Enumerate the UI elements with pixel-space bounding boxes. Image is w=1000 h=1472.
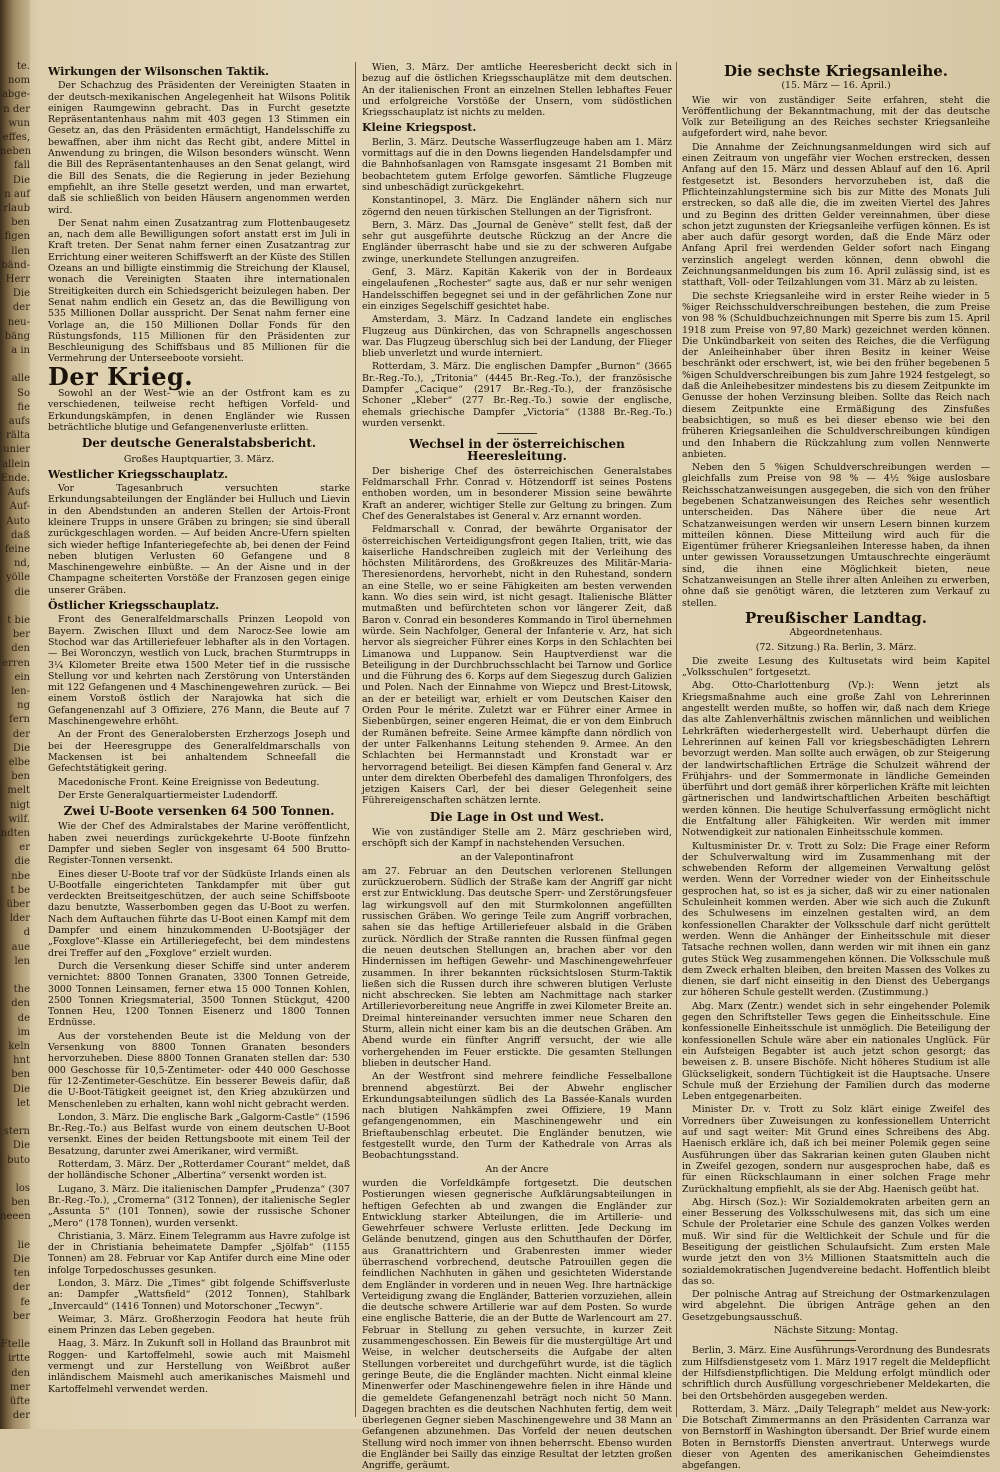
paragraph: Wie wir von zuständiger Seite erfahren, steht die Veröffentlichung der Bekanntmachung, mit der das deutsche Volk zur Beteiligung an des Reiches sechster Kriegsanleihe aufgefordert wird, nahe bevor. bbox=[682, 94, 990, 140]
paragraph: Minister Dr. v. Trott zu Solz klärt einige Zweifel des Vorredners über Zuweisungen zu konfessionellem Unterricht auf und sagt weiter: Mit Grund eines Schreibens des Abg. Haenisch erkläre ich, daß ich bei meiner Polemik gegen seine Ausführungen über das Sakrarian keinen guten Glauben nicht in Zweifel gezogen, sondern nur ausgesprochen habe, daß es für einen Rückschlaumann in einer solchen Frage mehr Zurückhaltung empfiehlt, als sie der Abg. Haenisch geübt hat. bbox=[682, 1104, 990, 1195]
paragraph: Der Erste Generalquartiermeister Ludendorff. bbox=[58, 789, 278, 801]
column-rule bbox=[355, 62, 356, 1417]
dateline: (72. Sitzung.) Ra. Berlin, 3. März. bbox=[755, 641, 917, 653]
heading-kriegspost: Kleine Kriegspost. bbox=[362, 121, 477, 135]
paragraph: Weimar, 3. März. Großherzogin Feodora hat heute früh einem Prinzen das Leben gegeben. bbox=[48, 1313, 350, 1337]
column-3 bbox=[682, 62, 990, 1472]
heading-wechsel: Wechsel in der österreichischen Heeresleitung. bbox=[409, 437, 625, 463]
paragraph: Front des Generalfeldmarschalls Prinzen Leopold von Bayern. Zwischen Illuxt und dem Narocz-See lowie am Stochod war das Artilleriefeuer lebhafter als in den Vortagen. — Bei Woronczyn, westlich von Luck, brachen Sturmtrupps in 3¼ Kilometer Breite etwa 1500 Meter tief in die russische Stellung vor und kehrten nach Zerstörung von Unterständen mit 122 Gefangenen und 4 Maschinengewehren zurück. — Bei einem Vorstoß östlich der Narajowka hat sich die Gefangenenzahl auf 3 Offiziere, 276 Mann, die Beute auf 7 Maschinengewehre erhöht. bbox=[48, 614, 350, 728]
gutter-fragments: te. nom abge- n der wun effes, neben fall Die n auf rlaub ben figen llen bänd- Herr Die der neu- bäng a in alle So fie aufs rälta unier allein Ende. Aufs Auf- Auto daß feine nd, yölle die t bie ber den erren ein len- ng fern der Die elbe ben melt nigt wilf. ndten er die nbe t be über lder d aue len the den de im keln hnt ben Die let stern Die buto los ben neeen lie Die ten der fe ber Ftelle irtte den mer üfte der bbox=[0, 61, 32, 1422]
paragraph: Feldmarschall v. Conrad, der bewährte Organisator der österreichischen Verteidigungsfront gegen Italien, tritt, wie das kaiserliche Handschreiben zugleich mit der Verleihung des höchsten Militärordens, des Großkreuzes des Militär-Maria-Theresienordens, hervorhebt, nicht in den Ruhestand, sondern an eine Stelle, wo er seine Fähigkeiten am besten verwenden kann. Wo dies sein wird, ist nicht gesagt. Italienische Blätter mutmaßten und befürchteten schon vor längerer Zeit, daß Baron v. Conrad ein besonderes Kommando in Tirol übernehmen würde. Sein Nachfolger, General der Infanterie v. Arz, hat sich hervor als siegreicher Führer eines Korps in den Schlachten bei Limanowa und Luppanow. Sein Hauptverdienst war die Beteiligung in der Durchbruchsschlacht bei Tarnow und Gorlice und die Führung des 6. Korps auf dem Siegeszug durch Galizien und Polen. Nach der Einnahme von Wiepcz und Brest-Litowsk, an der er beteiligt war, erhielt er vom Deutschen Kaiser den Orden Pour le mérite. Zuletzt war er Führer einer Armee in Siebenbürgen, seiner engeren Heimat, die er von dem Einbruch der Rumänen befreite. Seine Armee kämpfte dann nördlich von der unter Falkenhanns Leitung stehenden 9. Armee. An den Schlachten bei Hermannstadt und Kronstadt war er hervorragend beteiligt. Bei diesen Kämpfen fand General v. Arz unter dem direkten Oberbefehl des damaligen Thronfolgers, des jetzigen Kaisers Carl, der bei dieser Gelegenheit seine Führereigenschaften schätzen lernte. bbox=[362, 524, 672, 807]
paragraph: Wie der Chef des Admiralstabes der Marine veröffentlicht, haben zwei neuerdings zurückgekehrte U-Boote fünfzehn Dampfer und sieben Segler von insgesamt 64 500 Brutto-Register-Tonnen versenkt. bbox=[48, 821, 350, 867]
heading-west: Westlicher Kriegsschauplatz. bbox=[48, 467, 228, 481]
column-2 bbox=[362, 62, 672, 1472]
paragraph: Aus der vorstehenden Beute ist die Meldung von der Versenkung von 8800 Tonnen Granaten besonders hervorzuheben. Diese 8800 Tonnen Granaten stellen dar: 530 000 Geschosse für 10,5-Zentimeter- oder 440 000 Geschosse für 12-Zentimeter-Geschütze. Ein besserer Beweis dafür, daß die U-Boot-Tätigkeit geeignet ist, den Krieg abzukürzen und Menschenleben zu erhalten, kann wohl nicht gebracht werden. bbox=[48, 1030, 350, 1110]
section-title-krieg: Der Krieg. bbox=[48, 361, 194, 391]
column-1 bbox=[48, 62, 350, 1422]
paragraph: wurden die Vorfeldkämpfe fortgesetzt. Die deutschen Postierungen wiesen gegnerische Aufklärungsabteilungen in heftigen Gefechten ab und zwangen die Engländer zur Entwicklung starker Abteilungen, die im Artillerie- und Gewehrfeuer schwere Verluste erlitten. Jede Deckung im Gelände benutzend, gingen aus den Schutthaufen der Dörfer, aus Granattrichtern und Grabenresten immer wieder überraschend vorbrechend, deutsche Patrouillen gegen die feindlichen Nachhuten in gähen und gesichteten Widerstande dem Engländer in vorderen und in neuen Weg. Ihre hartnäckige Verteidigung zwang die Engländer, Batterien vorzuziehen, allein die deutsche schwere Artillerie war auf dem Posten. So wurde eine englische Batterie, die an der Butte de Warlencourt am 27. Februar in Stellung zu gehen versuchte, in kurzer Zeit zusammengeschossen. Ein Beweis für die mustergültige Art und Weise, in welcher deutscherseits die Aufgabe der alten Stellungen vorbereitet und durchgeführt wurde, ist die täglich geringe Beute, die die Engländer machten. Nicht einmal kleine Minenwerfer oder Maschinengewehre fielen in ihre Hände und die gemeldete Gefangenenzahl beträgt noch nicht 50 Mann. Dagegen brachten es die deutschen Nachhuten fertig, dem weit überlegenen Gegner sieben Maschinengewehre und 38 Mann an Gefangenen abzunehmen. Das Vorfeld der neuen deutschen Stellung wird noch immer von ihnen beherrscht. Ebenso wurden die Engländer bei Sailly das einzige Resultat der letzten großen Angriffe, geräumt. bbox=[362, 1177, 672, 1472]
paragraph: An der Front des Generalobersten Erzherzogs Joseph und bei der Heeresgruppe des Generalfeldmarschalls von Mackensen ist bei anhaltendem Schneefall die Gefechtstätigkeit gering. bbox=[48, 729, 350, 775]
heading-ost: Östlicher Kriegsschauplatz. bbox=[48, 599, 220, 613]
paragraph: Eines dieser U-Boote traf vor der Südküste Irlands einen als U-Bootfalle eingerichteten Tankdampfer mit über gut verdeckten Breitseitgeschützen, der auch seine Schiffsboote dazu benutzte, Wasserbomben gegen das U-Boot zu werfen. Nach dem Auftauchen führte das U-Boot einen Kampf mit dem Dampfer und einem hinzukommenden U-Bootsjäger der „Foxglove“-Klasse ein Artilleriegefecht, bei dem mindestens drei Treffer auf den „Foxglove“ erzielt wurden. bbox=[48, 868, 350, 959]
paragraph: Sowohl an der West- wie an der Ostfront kam es zu verschiedenen, teilweise recht heftigen Vorfeld- und Erkundungskämpfen, in denen Engländer wie Russen beträchtliche blutige und Gefangenenverluste erlitten. bbox=[48, 388, 350, 433]
paragraph: Berlin, 3. März. Deutsche Wasserflugzeuge haben am 1. März vormittags auf die in den Downs liegenden Handelsdampfer und die Bahnhofsanlagen von Ramsgate insgesamt 21 Bomben mit beobachtetem gutem Erfolge geworfen. Sämtliche Flugzeuge sind unbeschädigt zurückgekehrt. bbox=[362, 136, 672, 193]
paragraph: Vor Tagesanbruch versuchten starke Erkundungsabteilungen der Engländer bei Hulluch und Lievin in den Abendstunden an anderen Stellen der Artois-Front kleinere Trupps in unsere Gräben zu bringen; sie sind überall zurückgeschlagen worden. — Auf beiden Ancre-Ufern spielten sich wieder heftige Infanteriegefechte ab, bei denen der Feind neben blutigen Verlusten 60 Gefangene und 8 Maschinengewehre einbüßte. — An der Aisne und in der Champagne scheiterten Vorstöße der Franzosen gegen einige unserer Gräben. bbox=[48, 483, 350, 596]
heading-wilson: Wirkungen der Wilsonschen Taktik. bbox=[48, 65, 269, 78]
paragraph: Rotterdam, 3. März. Die englischen Dampfer „Burnon“ (3665 Br.-Reg.-To.), „Tritonia“ (4445 Br.-Reg.-To.), der französische Dampfer „Cacique“ (2917 Br.-Reg.-To.), der französische Schoner „Kleber“ (277 Br.-Reg.-To.) sowie der englische, ehemals griechische Dampfer „Victoria“ (1388 Br.-Reg.-To.) wurden versenkt. bbox=[362, 361, 672, 429]
paragraph: Berlin, 3. März. Eine Ausführungs-Verordnung des Bundesrats zum Hilfsdienstgesetz vom 1. März 1917 regelt die Meldepflicht der Hilfsdienstpflichtigen. Die Meldung erfolgt mündlich oder schriftlich durch Ausfüllung vorgeschriebener Meldekarten, die bei den Ortsbehörden ausgegeben werden. bbox=[682, 1345, 990, 1402]
subheading: an der Valepontinafront bbox=[460, 851, 574, 863]
heading-lage: Die Lage in Ost und West. bbox=[429, 809, 605, 824]
dateline: (15. März — 16. April.) bbox=[781, 80, 891, 92]
paragraph: Lugano, 3. März. Die italienischen Dampfer „Prudenza“ (307 Br.-Reg.-To.), „Cromerna“ (312 Tonnen), der italienische Segler „Assunta 5“ (101 Tonnen), sowie der russische Schoner „Mero“ (178 Tonnen), wurden versenkt. bbox=[48, 1183, 350, 1229]
paragraph: Der bisherige Chef des österreichischen Generalstabes Feldmarschall Frhr. Conrad v. Hötzendorff ist seines Postens enthoben worden, um in besonderer Mission seine bewährte Kraft an anderer, wichtiger Stelle zur Geltung zu bringen. Zum Chef des Generalstabes ist General v. Arz ernannt worden. bbox=[362, 465, 672, 522]
heading-kriegsanleihe: Die sechste Kriegsanleihe. bbox=[724, 62, 948, 80]
dateline: Großes Hauptquartier, 3. März. bbox=[123, 453, 275, 465]
paragraph: Die sechste Kriegsanleihe wird in erster Reihe wieder in 5 %iger Reichsschuldverschreibungen bestehen, die zum Preise von 98 % (Schuldbuchzeichnungen mit Sperre bis zum 15. April 1918 zum Preise von 97,80 Mark) gezeichnet werden können. Die Unkündbarkeit von seiten des Reiches, die die Verfügung der Anleiheinhaber über ihren Besitz in keiner Weise beschränkt oder erschwert, ist, wie bei den früher begebenen 5 %igen Schuldverschreibungen bis zum Jahre 1924 festgelegt, so daß die Anleihebesitzer mindestens bis zu diesem Zeitpunkte im Genusse der hohen Verzinsung bleiben. Sollte das Reich nach diesem Zeitpunkte eine Ermäßigung des Zinsfußes beabsichtigen, so muß es bei dieser ebenso wie bei den früheren Kriegsanleihen die Schuldverschreibungen kündigen und den Inhabern die Rückzahlung zum vollen Nennwerte anbieten. bbox=[682, 290, 990, 460]
subheading: Abgeordnetenhaus. bbox=[789, 627, 883, 639]
paragraph: London, 3. März. Die englische Bark „Galgorm-Castle“ (1596 Br.-Reg.-To.) aus Belfast wurde von einem deutschen U-Boot versenkt. Eines der beiden Rettungsboote mit einem Teil der Besatzung, darunter zwei Amerikaner, wird vermißt. bbox=[48, 1111, 350, 1157]
paragraph: Der polnische Antrag auf Streichung der Ostmarkenzulagen wird abgelehnt. Die übrigen Anträge gehen an den Gesetzgebungsausschuß. bbox=[682, 1289, 990, 1323]
paragraph: Die zweite Lesung des Kultusetats wird beim Kapitel „Volksschulen“ fortgesetzt. bbox=[682, 655, 990, 679]
heading-landtag: Preußischer Landtag. bbox=[745, 608, 927, 627]
separator bbox=[497, 433, 537, 434]
subheading: An der Ancre bbox=[485, 1163, 549, 1175]
paragraph: Der Senat nahm einen Zusatzantrag zum Flottenbaugesetz an, nach dem alle Bewilligungen sofort anstatt erst im Juli in Kraft treten. Der Senat nahm ferner einen Zusatzantrag zur Errichtung einer weiteren Schiffswerft an der Küste des Stillen Ozeans an und billigte einstimmig die Streichung der Klausel, wonach die Vereinigten Staaten ihre internationalen Streitigkeiten durch ein Schiedsgericht beizulegen haben. Der Senat nahm endlich ein Gesetz an, das die Bewilligung von 535 Millionen Dollar ausspricht. Der Senat nahm ferner eine Vorlage an, die 150 Millionen Dollar Fonds für den Rüstungsfonds, 115 Millionen für den Präsidenten zur Beschleunigung des Schiffsbaus und 85 Millionen für die Vermehrung der Unterseeboote vorsieht. bbox=[48, 217, 350, 365]
adjacent-page-edge bbox=[0, 0, 30, 1429]
separator bbox=[816, 1340, 856, 1341]
paragraph: Christiania, 3. März. Einem Telegramm aus Havre zufolge ist der in Christiania beheimatete Dampfer „Sjölfab“ (1155 Tonnen) am 28. Februar vor Kap Antifer durch eine Mine oder infolge Torpedoschusses gesunken. bbox=[48, 1230, 350, 1276]
paragraph: An der Westfront sind mehrere feindliche Fesselballone brennend abgestürzt. Bei der Abwehr englischer Erkundungsabteilungen südlich des La Bassée-Kanals wurden nach blutigen Nahkämpfen zwei Offiziere, 19 Mann gefangengenommen, ein Maschinengewehr und ein Brieftaubenschlag erbeutet. Die Engländer benutzen, wie festgestellt wurde, den Turm der Kathedrale von Arras als Beobachtungsstand. bbox=[362, 1071, 672, 1162]
paragraph: Neben den 5 %igen Schuldverschreibungen werden — gleichfalls zum Preise von 98 % — 4½ %ige auslosbare Reichsschatzanweisungen ausgegeben, die sich von den früher begebenen Schatzanweisungen des Reiches sehr wesentlich unterscheiden. Das Nähere über die neue Art Schatzanweisungen werden wir unsern Lesern binnen kurzem mitteilen können. Diese Mitteilung wird auch für die Eigentümer früherer Kriegsanleihen Interesse haben, da ihnen unter gewissen Voraussetzungen Umtauschrechte eingeräumt sind, die ihnen eine Möglichkeit bieten, neue Schatzanweisungen an Stelle ihrer alten Anleihen zu erwerben, ohne daß sie genötigt wären, die letzteren zum Verkauf zu stellen. bbox=[682, 462, 990, 609]
paragraph: Konstantinopel, 3. März. Die Engländer nähern sich nur zögernd den neuen türkischen Stellungen an der Tigrisfront. bbox=[362, 195, 672, 218]
paragraph: Wien, 3. März. Der amtliche Heeresbericht deckt sich in bezug auf die östlichen Kriegsschauplätze mit dem deutschen. An der italienischen Front an einzelnen Stellen lebhaftes Feuer und erfolgreiche Vorstöße der Unsern, vom südöstlichen Kriegsschauplatz ist nichts zu melden. bbox=[362, 62, 672, 119]
paragraph: Durch die Versenkung dieser Schiffe sind unter anderem vernichtet: 8800 Tonnen Granaten, 3300 Tonnen Getreide, 3000 Tonnen Leinsamen, ferner etwa 15 000 Tonnen Kohlen, 2500 Tonnen Kriegsmaterial, 3500 Tonnen Stückgut, 4200 Tonnen Heu, 1200 Tonnen Eisenerz und 1800 Tonnen Erdnüsse. bbox=[48, 960, 350, 1029]
column-rule bbox=[676, 62, 677, 1417]
paragraph: Abg. Otto-Charlottenburg (Vp.): Wenn jetzt als Kriegsmaßnahme auch eine große Zahl von Lehrerinnen angestellt werden mußte, so hoffen wir, daß nach dem Kriege das alte Zahlenverhältnis zwischen männlichen und weiblichen Lehrkräften wiederhergestellt wird. Ueberhaupt dürfen die Lehrerinnen auf keinen Fall vor kriegsbeschädigten Lehrern bevorzugt werden. Man sollte auch erwägen, ob zur Steigerung der landwirtschaftlichen Erträge die Schulzeit während der Frühjahrs- und der Sommermonate in ländliche Gemeinden überführt und dort gemäß ihrer körperlichen Kräfte mit leichten gärtnerischen und landwirtschaftlichen Arbeiten beschäftigt werden können. Die heutige Schulverfassung ermöglicht nicht die Entfaltung aller Fähigkeiten. Wir werden mit immer Notwendigkeit zur nationalen Einheitsschule kommen. bbox=[682, 680, 990, 839]
paragraph: Kultusminister Dr. v. Trott zu Solz: Die Frage einer Reform der Schulverwaltung wird im Zusammenhang mit der schwebenden Reform der allgemeinen Verwaltung gelöst werden. Wenn der Vorredner wieder von der Einheitsschule gesprochen hat, so ist es ja sicher, daß wir zu einer nationalen Schuleinheit kommen werden. Aber wie sich auch die Zukunft des Schulwesens im einzelnen gestalten wird, an dem konfessionellen Charakter der Volksschule darf nicht gerüttelt werden. Wenn die Anhänger der Einheitsschule mit dieser Tatsache rechnen wollen, dann werden wir mit ihnen ein ganz gutes Stück Weg zusammengehen können. Die Volksschule muß dem Zweck erhalten bleiben, den breiten Massen des Volkes zu dienen, sie darf nicht einseitig in den Dienst des Uebergangs zur höheren Schule gestellt werden. (Zustimmung.) bbox=[682, 840, 990, 999]
paragraph: Bern, 3. März. Das „Journal de Genève“ stellt fest, daß der sehr gut ausgeführte deutsche Rückzug an der Ancre die Engländer überrascht habe und sie zu der schweren Aufgabe zwinge, unerkundete Stellungen anzugreifen. bbox=[362, 219, 672, 265]
paragraph: Die Annahme der Zeichnungsanmeldungen wird sich auf einen Zeitraum von ungefähr vier Wochen erstrecken, dessen Anfang auf den 15. März und dessen Ablauf auf den 16. April festgesetzt ist. Besonders hervorzuheben ist, daß die Pflichteinzahlungstermine sich bis zur Mitte des Monats Juli erstrecken, so daß alle die, die im zweiten Viertel des Jahres und zu Beginn des dritten Gelder vereinnahmen, über diese schon jetzt zugunsten der Kriegsanleihe verfügen können. Es ist aber auch dafür gesorgt worden, daß die Ende März oder Anfang April frei werdenden Gelder sofort nach Eingang verzinslich angelegt werden können, denn obwohl die Zeichnungsanmeldungen bis zum 16. April zulässig sind, ist es statthaft, Voll- oder Teilzahlungen vom 31. März ab zu leisten. bbox=[682, 141, 990, 289]
paragraph: Rotterdam, 3. März. „Daily Telegraph“ meldet aus New-york: Die Botschaft Zimmermanns an den Präsidenten Carranza war von Bernstorff in Washington übersandt. Der Brief wurde einem Boten in Bernstorffs Diensten anvertraut. Unterwegs wurde dieser von Agenten des amerikanischen Geheimdienstes abgefangen. bbox=[682, 1403, 990, 1472]
paragraph: Der Schachzug des Präsidenten der Vereinigten Staaten in der deutsch-mexikanischen Angelegenheit hat Wilsons Politik einigen Raumgewinn gebracht. Das in Furcht gesetzte Repräsentantenhaus nahm mit 403 gegen 13 Stimmen ein Gesetz an, das den Präsidenten ermächtigt, Handelsschiffe zu bewaffnen, aber ihm nicht das Recht gibt, andere Mittel in Anwendung zu bringen, die Wilson besonders wünscht. Wenn die Bill des Repräsentantenhauses an den Senat gelangt, wird die Bill des Senats, die die Regierung in jeder Beziehung empfiehlt, an ihre Stelle gesetzt werden, und man erwartet, daß sie schließlich von beiden Häusern angenommen werden wird. bbox=[48, 80, 350, 216]
paragraph: Wie von zuständiger Stelle am 2. März geschrieben wird, erschöpft sich der Kampf in nachstehenden Versuchen. bbox=[362, 827, 672, 850]
heading-generalstab: Der deutsche Generalstabsbericht. bbox=[81, 436, 317, 451]
paragraph: Macedonische Front. Keine Ereignisse von Bedeutung. bbox=[58, 776, 320, 788]
paragraph: Amsterdam, 3. März. In Cadzand landete ein englisches Flugzeug aus Dünkirchen, das von Schrapnells angeschossen war. Das Flugzeug überschlug sich bei der Landung, der Flieger blieb unverletzt und wurde interniert. bbox=[362, 314, 672, 360]
next-session: Nächste Sitzung: Montag. bbox=[773, 1325, 899, 1337]
paragraph: am 27. Februar an den Deutschen verlorenen Stellungen zurückzuerobern. Südlich der Straße kam der Angriff gar nicht erst zur Entwicklung. Das deutsche Sperr- und Zerstörungsfeuer lag wirkungsvoll auf den mit Sturmkolonnen angefüllten russischen Gräben. Wo geringe Teile zum Angriff vorbrachen, sahen sie das heftige Artilleriefeuer alsbald in die Gräben zurück. Nördlich der Straße rannten die Russen fünfmal gegen die neuen deutschen Stellungen an, brachen aber vor den Hindernissen im heftigen Gewehr- und Maschinengewehrfeuer zusammen. In ihrer bekannten rücksichtslosen Sturm-Taktik ließen sich die Russen durch ihre schweren blutigen Verluste nicht abschrecken. Sie lebten am Nachmittage nach starker Artillerievorbereitung neue Angriffe in zwei Kilometer Breite an. Dreimal hintereinander versuchten immer neue Scharen den Sturm, allein nicht einer kam bis an die deutschen Gräben. Am Abend wurde ein fünfter Angriff versucht, der wie alle vorhergehenden im Feuer erstickte. Die gesamten Stellungen blieben in deutscher Hand. bbox=[362, 865, 672, 1069]
paragraph: Rotterdam, 3. März. Der „Rotterdamer Courant“ meldet, daß der holländische Schoner „Albertina“ versenkt worden ist. bbox=[48, 1159, 350, 1182]
paragraph: London, 3. März. Die „Times“ gibt folgende Schiffsverluste an: Dampfer „Wattsfield“ (2012 Tonnen), Stahlbark „Invercauld“ (1416 Tonnen) und Motorschoner „Tecwyn“. bbox=[48, 1277, 350, 1312]
paragraph: Genf, 3. März. Kapitän Kakerik von der in Bordeaux eingelaufenen „Rochester“ sagte aus, daß er nur sehr wenigen Handelsschiffen begegnet sei und in der gefährlichen Zone nur ein einziges Segelschiff gesichtet habe. bbox=[362, 267, 672, 312]
heading-uboote: Zwei U-Boote versenken 64 500 Tonnen. bbox=[63, 804, 335, 819]
paragraph: Abg. Hirsch (Soz.): Wir Sozialdemokraten arbeiten gern an einer Besserung des Volksschulwesens mit, das sich um eine Schule der Proletarier eine Schule des ganzen Volkes werden muß. Wir sind für die Weltlichkeit der Schule und für die Beseitigung der geistlichen Schulaufsicht. Zum ersten Male wurde jetzt den von 3½ Millionen Staatsmitteln auch die sozialdemokratischen Jugendvereine bedacht. Hoffentlich bleibt das so. bbox=[682, 1196, 990, 1287]
paragraph: Abg. Marx (Zentr.) wendet sich in sehr eingehender Polemik gegen den Schriftsteller Tews gegen die Einheitsschule. Eine konfessionelle Einheitsschule ist unmöglich. Die Beteiligung der konfessionellen Schule wäre aber ein nationales Unglück. Für ein Aufsteigen Begabter ist auch jetzt schon gesorgt; das beweisen z. B. unsere Bischöfe. Nicht höheres Studium ist alle Glückseligkeit, sondern Tüchtigkeit ist die Hauptsache. Unsere Schule muß der Erziehung der Familien durch das moderne Leben entgegenarbeiten. bbox=[682, 1000, 990, 1103]
paragraph: Haag, 3. März. In Zukunft soll in Holland das Braunbrot mit Roggen- und Kartoffelmehl, sowie auch mit Maismehl vermengt und zur Herstellung von Weißbrot außer inländischem Maismehl auch amerikanisches Maismehl und Kartoffelmehl verwendet werden. bbox=[48, 1338, 350, 1395]
